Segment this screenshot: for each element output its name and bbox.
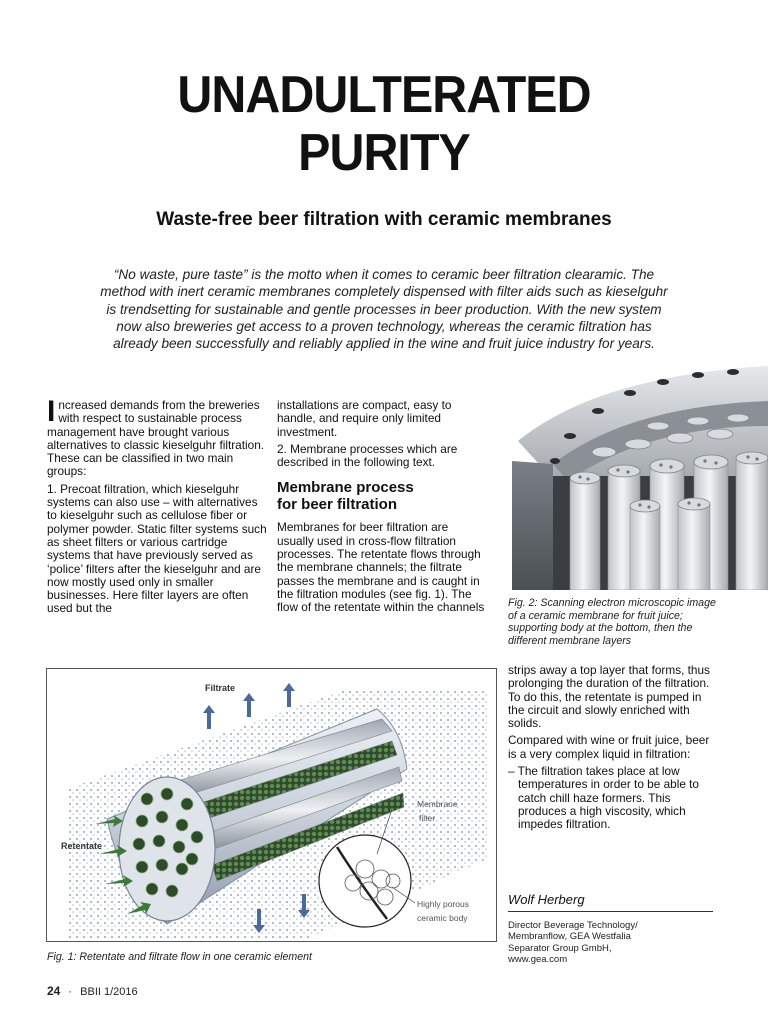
- section-heading: Membrane process for beer filtration: [277, 479, 414, 514]
- membrane-label-line1: Membrane: [417, 799, 458, 809]
- lead-paragraph: “No waste, pure taste” is the motto when it comes to ceramic beer filtration clearamic. The method with inert ceramic membranes completely dispensed with filter aids such as kieselguhr is trendsetting for sustainable and gentle processes in beer production. With the new system now also breweries get access to a proven technology, whereas the ceramic filtration has already been successfully and reliably applied in the wine and fruit juice industry for years.: [100, 267, 668, 352]
- article-title: [27, 66, 741, 182]
- body-column-2: [277, 399, 487, 619]
- paragraph: installations are compact, easy to handle, and require only limited investment.: [277, 398, 452, 439]
- paragraph: strips away a top layer that forms, thus prolonging the duration of the filtration. To do this, the retentate is pumped in the circuit and slowly enriched with solids.: [508, 663, 710, 731]
- drop-cap: I: [47, 395, 56, 428]
- retentate-label: Retentate: [61, 841, 103, 851]
- footer-separator: ·: [68, 986, 73, 998]
- article-subtitle: Waste-free beer filtration with ceramic membranes: [156, 209, 612, 230]
- page-footer: [47, 984, 138, 998]
- paragraph: 1. Precoat filtration, which kieselguhr systems can also use – with alternatives to kieselguhr such as cellulose fiber or polymer powder. Static filter systems such as sheet filters or various cartridge systems that have previously served as ‘police’ filters after the kieselguhr and are now mostly used only in smaller businesses. Here filter layers are often used but the: [47, 481, 267, 616]
- body-column-1: [47, 395, 269, 620]
- retentate-filtrate-diagram: [47, 669, 496, 941]
- author-divider: [508, 911, 713, 912]
- membrane-label-line2: filter: [419, 813, 436, 823]
- page-number: 24: [47, 984, 61, 998]
- paragraph: Membranes for beer filtration are usually used in cross-flow filtration processes. The retentate flows through the membrane channels; the filtrate passes the membrane and is caught in the filtration modules (see fig. 1). The flow of the retentate within the channels: [277, 520, 485, 615]
- author-affiliation: Director Beverage Technology/ Membranflow, GEA Westfalia Separator Group GmbH, www.gea.com: [508, 920, 723, 965]
- title-line-1: UNADULTERATED: [177, 66, 591, 124]
- website-link[interactable]: www.gea.com: [508, 953, 568, 965]
- paragraph: Compared with wine or fruit juice, beer is a very complex liquid in filtration:: [508, 733, 710, 761]
- title-line-2: PURITY: [298, 124, 470, 182]
- ceramic-membrane-figure: [508, 366, 768, 590]
- paragraph: Increased demands from the breweries with respect to sustainable process management have brought various alternatives to classic kieselguhr filtration. These can be classified in two main groups:: [47, 395, 265, 479]
- figure-1-caption: Fig. 1: Retentate and filtrate flow in one ceramic element: [47, 951, 312, 963]
- porous-label-line1: Highly porous: [417, 899, 469, 909]
- filtrate-label: Filtrate: [205, 683, 236, 693]
- figure-1-frame: [46, 668, 497, 942]
- issue-label: BBII 1/2016: [80, 986, 138, 998]
- body-column-3: [508, 664, 720, 836]
- bullet-item: – The filtration takes place at low temperatures in order to be able to catch chill haze formers. This produces a high viscosity, which impedes filtration.: [508, 764, 699, 832]
- author-name: Wolf Herberg: [508, 892, 585, 907]
- figure-2-caption: Fig. 2: Scanning electron microscopic image of a ceramic membrane for fruit juice; supporting body at the bottom, then the different membrane layers: [508, 597, 716, 647]
- paragraph: 2. Membrane processes which are described in the following text.: [277, 441, 458, 470]
- porous-label-line2: ceramic body: [417, 913, 468, 923]
